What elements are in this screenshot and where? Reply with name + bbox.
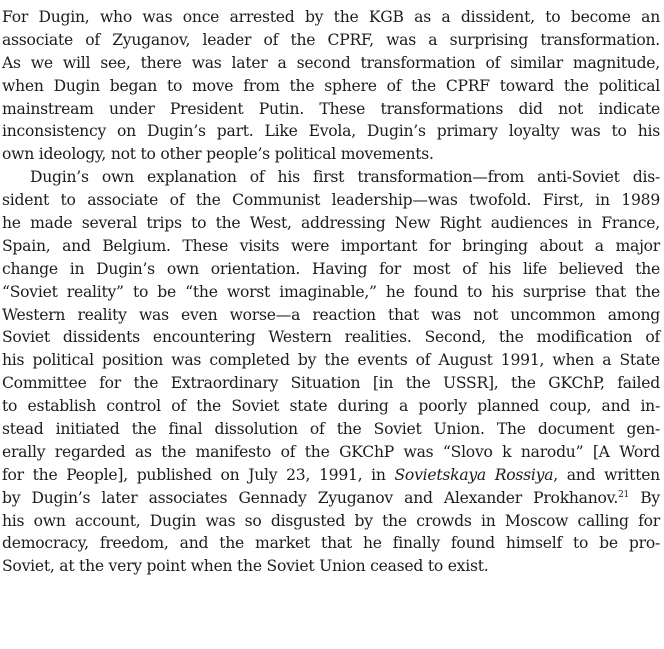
text-line: own ideology, not to other people’s political movements. <box>2 145 434 164</box>
text-segment: By <box>629 488 660 507</box>
text-segment: , and written <box>553 465 660 484</box>
text-line: inconsistency on Dugin’s part. Like Evola, Dugin’s primary loyalty was to his <box>2 122 660 141</box>
text-line: stead initiated the final dissolution of the Soviet Union. The document gen- <box>2 420 660 439</box>
text-line: As we will see, there was later a second transformation of similar magnitude, <box>2 53 660 72</box>
text-line <box>2 487 660 510</box>
text-line: erally regarded as the manifesto of the GKChP was “Slovo k narodu” [A Word <box>2 442 660 461</box>
page-text <box>2 6 660 578</box>
text-line: Dugin’s own explanation of his first transformation—from anti-Soviet dis- <box>30 168 660 187</box>
text-line: Soviet dissidents encountering Western realities. Second, the modification of <box>2 328 660 347</box>
text-line: sident to associate of the Communist leadership—was twofold. First, in 1989 <box>2 191 660 210</box>
text-line <box>2 464 660 487</box>
text-line: Western reality was even worse—a reaction that was not uncommon among <box>2 305 660 324</box>
paragraph-1 <box>2 6 660 166</box>
text-line: Committee for the Extraordinary Situation [in the USSR], the GKChP, failed <box>2 374 660 393</box>
text-line: to establish control of the Soviet state during a poorly planned coup, and in- <box>2 397 660 416</box>
paragraph-2 <box>2 166 660 578</box>
text-line: his own account, Dugin was so disgusted by the crowds in Moscow calling for <box>2 511 660 530</box>
text-line: mainstream under President Putin. These transformations did not indicate <box>2 99 660 118</box>
newspaper-title: Sovietskaya Rossiya <box>394 465 554 484</box>
text-line: For Dugin, who was once arrested by the KGB as a dissident, to become an <box>2 8 660 26</box>
text-line: when Dugin began to move from the sphere of the CPRF toward the political <box>2 76 660 95</box>
text-segment: for the People], published on July 23, 1991, in <box>2 465 395 484</box>
text-line: he made several trips to the West, addressing New Right audiences in France, <box>2 214 660 233</box>
text-line: associate of Zyuganov, leader of the CPRF, was a surprising transformation. <box>2 30 660 49</box>
text-line: his political position was completed by the events of August 1991, when a State <box>2 351 660 370</box>
text-line: Soviet, at the very point when the Soviet Union ceased to exist. <box>2 557 489 576</box>
text-line: “Soviet reality” to be “the worst imaginable,” he found to his surprise that the <box>2 282 660 301</box>
footnote-reference[interactable]: 21 <box>618 489 630 500</box>
text-segment: by Dugin’s later associates Gennady Zyuganov and Alexander Prokhanov. <box>2 488 619 507</box>
text-line: change in Dugin’s own orientation. Having for most of his life believed the <box>2 259 660 278</box>
text-line: democracy, freedom, and the market that he finally found himself to be pro- <box>2 534 660 553</box>
text-line: Spain, and Belgium. These visits were important for bringing about a major <box>2 236 660 255</box>
